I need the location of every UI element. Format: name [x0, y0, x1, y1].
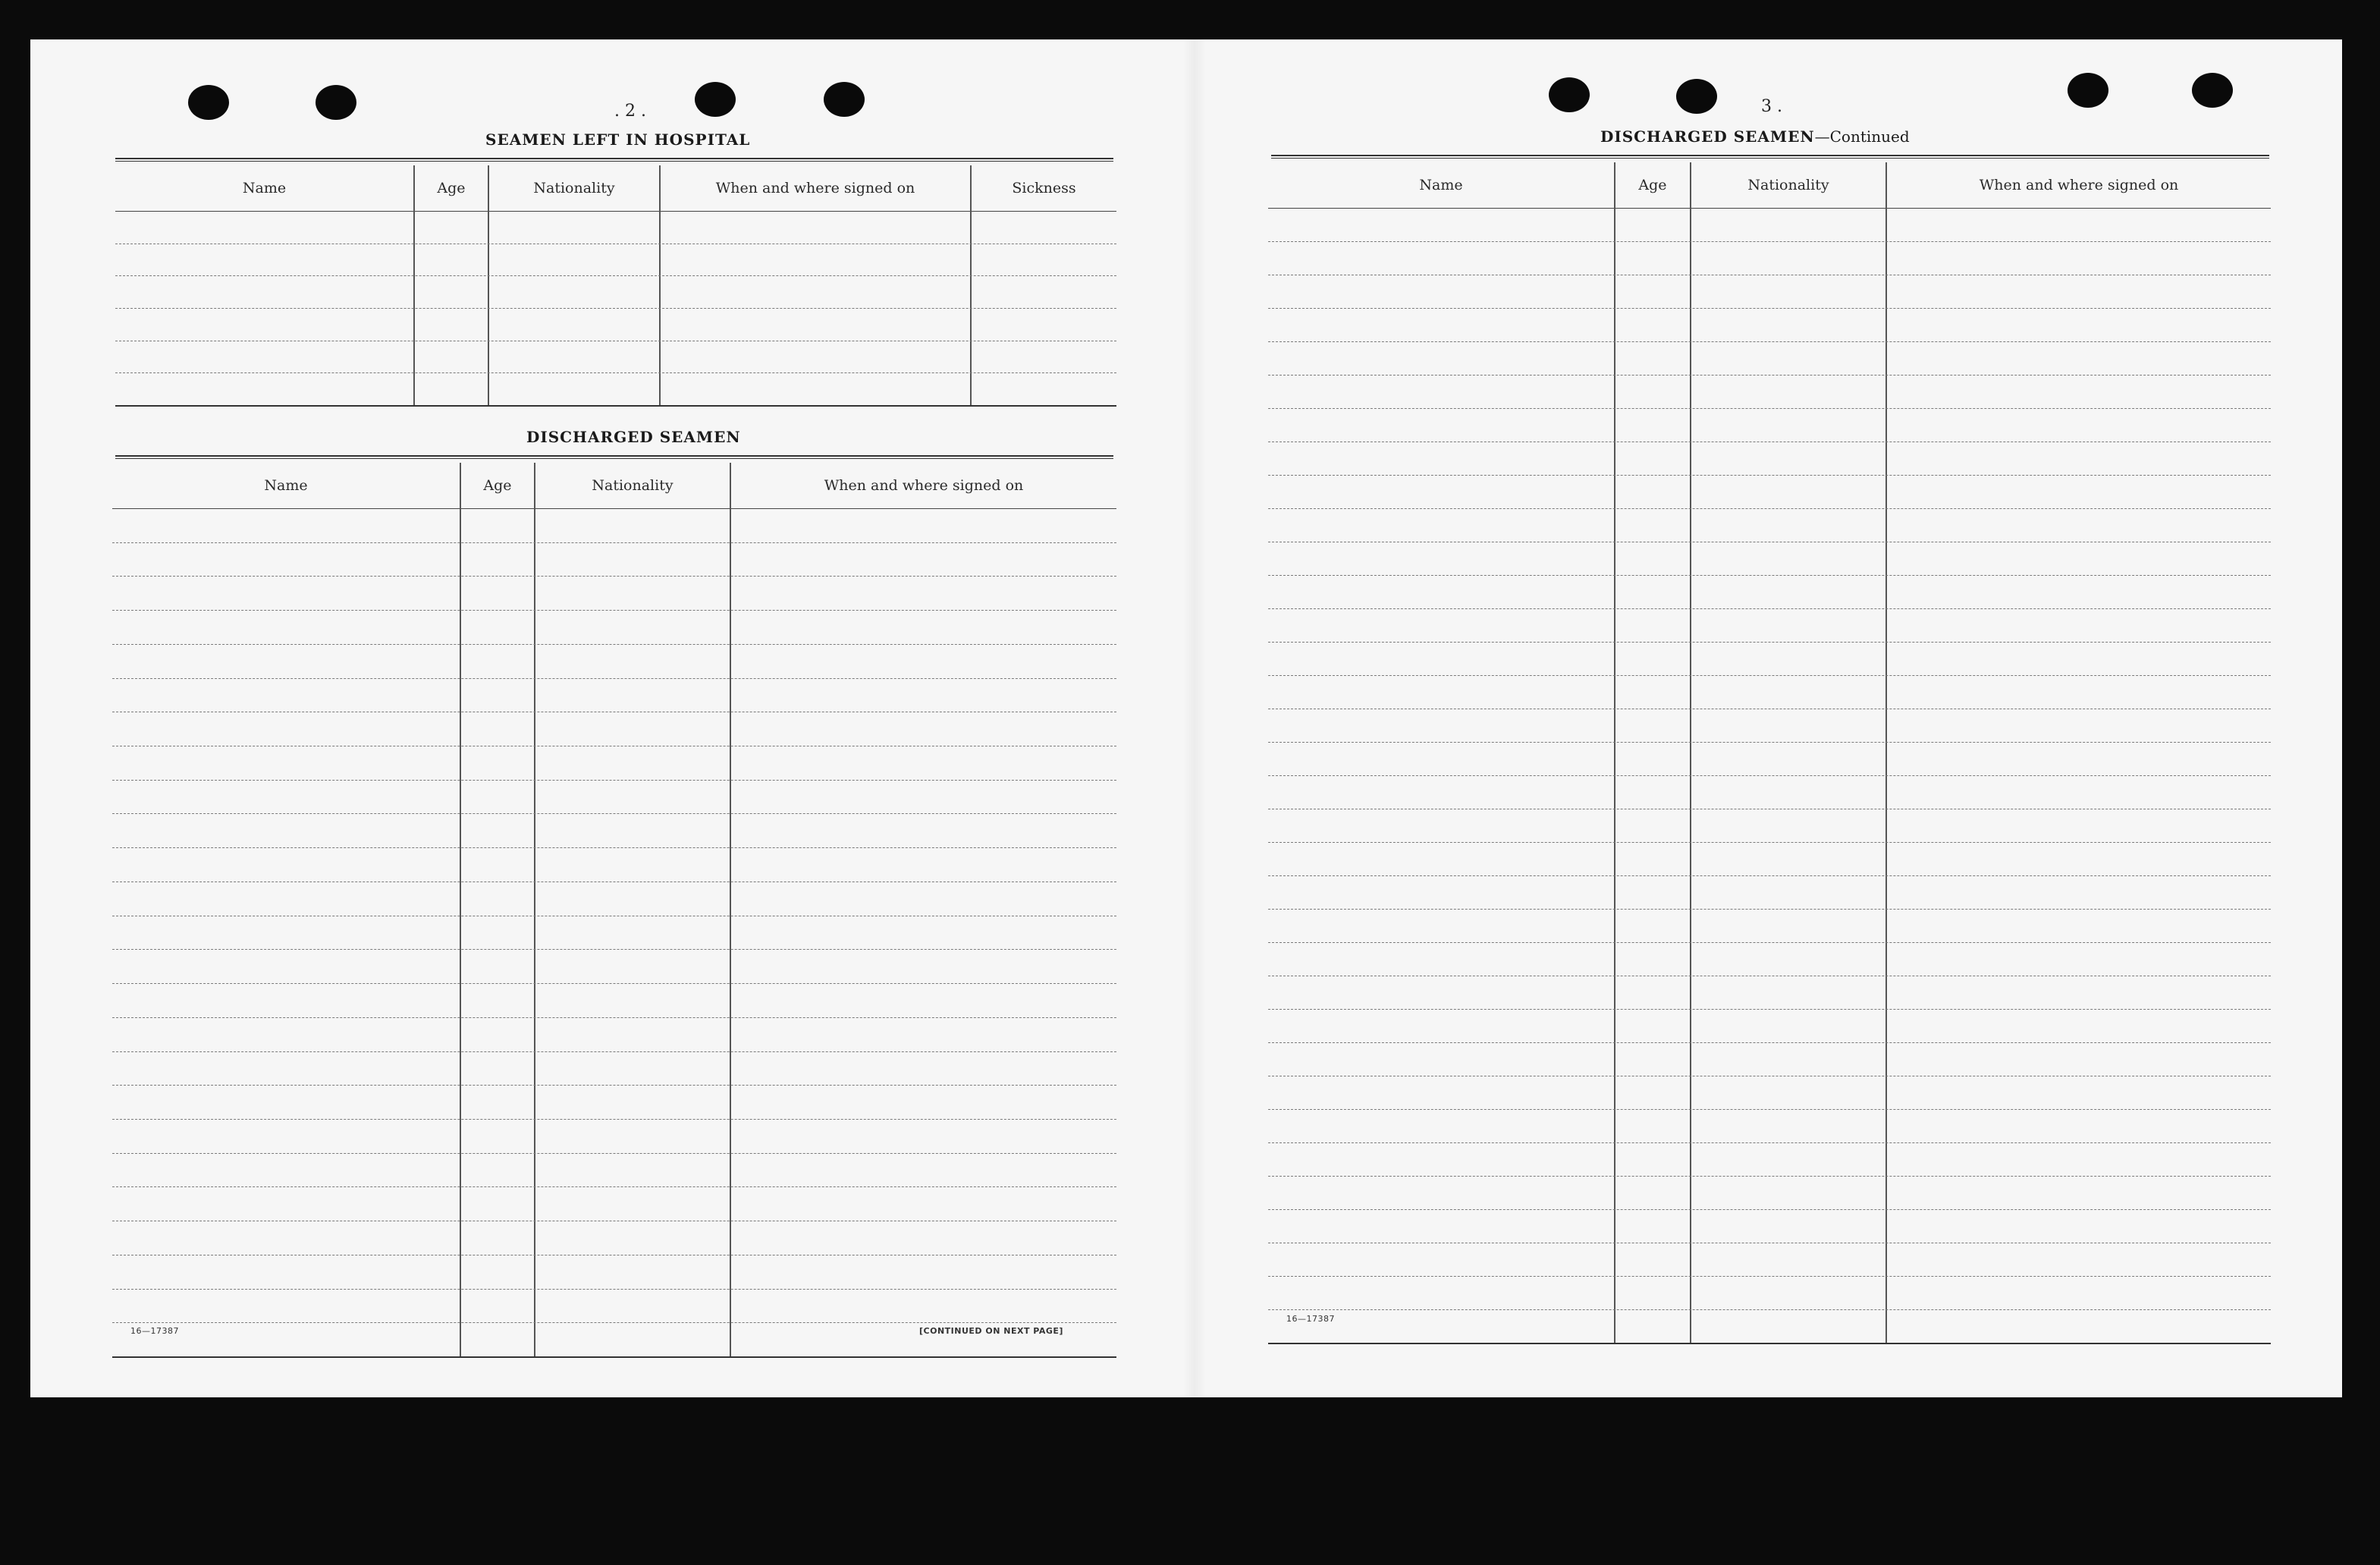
header-underline: [1268, 208, 2271, 209]
column-divider: [659, 165, 661, 405]
column-divider: [1690, 162, 1691, 1343]
ruled-row-line: [112, 780, 1116, 781]
column-header-signed-on: When and where signed on: [1979, 177, 2179, 193]
ruled-row-line: [1268, 241, 2271, 242]
column-divider: [1614, 162, 1615, 1343]
column-header-age: Age: [1638, 177, 1667, 193]
column-divider: [488, 165, 489, 405]
punch-hole: [2068, 73, 2108, 108]
ruled-row-line: [1268, 909, 2271, 910]
ruled-row-line: [1268, 508, 2271, 509]
ledger-sheet: [30, 39, 2342, 1397]
punch-hole: [188, 85, 229, 120]
column-header-signed-on: When and where signed on: [715, 180, 915, 196]
column-header-name: Name: [264, 477, 308, 494]
column-header-signed-on: When and where signed on: [824, 477, 1024, 494]
ruled-row-line: [1268, 1276, 2271, 1277]
ruled-row-line: [1268, 842, 2271, 843]
column-divider: [970, 165, 972, 405]
ruled-row-line: [1268, 608, 2271, 609]
ruled-row-line: [1268, 1109, 2271, 1110]
discharged-continued-title-main: DISCHARGED SEAMEN: [1600, 127, 1815, 146]
column-header-nationality: Nationality: [1747, 177, 1829, 193]
form-number-right: 16—17387: [1286, 1314, 1335, 1324]
ruled-row-line: [1268, 308, 2271, 309]
hospital-table: [115, 165, 1116, 407]
ruled-row-line: [1268, 1176, 2271, 1177]
column-header-nationality: Nationality: [533, 180, 615, 196]
ruled-row-line: [1268, 408, 2271, 409]
form-number-left: 16—17387: [130, 1326, 179, 1336]
ruled-row-line: [1268, 775, 2271, 776]
ruled-row-line: [112, 983, 1116, 984]
ruled-row-line: [112, 1322, 1116, 1323]
ruled-row-line: [112, 1186, 1116, 1187]
column-divider: [460, 463, 461, 1356]
ruled-row-line: [1268, 742, 2271, 743]
hospital-top-rule: [115, 158, 1113, 162]
ruled-row-line: [112, 881, 1116, 882]
ruled-row-line: [1268, 1309, 2271, 1310]
ruled-row-line: [112, 949, 1116, 950]
ruled-row-line: [115, 308, 1116, 309]
column-divider: [1885, 162, 1887, 1343]
discharged-section-title: DISCHARGED SEAMEN: [526, 428, 741, 446]
punch-hole: [695, 82, 736, 117]
ruled-row-line: [1268, 875, 2271, 876]
column-header-age: Age: [483, 477, 512, 494]
ruled-row-line: [1268, 1142, 2271, 1143]
punch-hole: [1676, 79, 1717, 114]
ruled-row-line: [1268, 575, 2271, 576]
ruled-row-line: [112, 847, 1116, 848]
punch-hole: [1549, 77, 1590, 112]
page-number-left: . 2 .: [614, 102, 646, 121]
ruled-row-line: [1268, 942, 2271, 943]
ruled-row-line: [112, 1051, 1116, 1052]
ruled-row-line: [112, 542, 1116, 543]
ruled-row-line: [112, 813, 1116, 814]
ruled-row-line: [1268, 1042, 2271, 1043]
discharged-table: [112, 463, 1116, 1358]
ruled-row-line: [1268, 1009, 2271, 1010]
ruled-row-line: [1268, 475, 2271, 476]
punch-hole: [316, 85, 356, 120]
ruled-row-line: [112, 678, 1116, 679]
discharged-continued-title-suffix: —Continued: [1814, 127, 1910, 146]
continued-top-rule: [1271, 155, 2269, 159]
ruled-row-line: [1268, 642, 2271, 643]
hospital-section-title: SEAMEN LEFT IN HOSPITAL: [485, 130, 751, 149]
ruled-row-line: [115, 275, 1116, 276]
discharged-continued-title: [1600, 127, 1910, 146]
column-header-name: Name: [242, 180, 287, 196]
ruled-row-line: [112, 610, 1116, 611]
page-number-right: 3 .: [1761, 97, 1782, 116]
column-divider: [730, 463, 731, 1356]
column-header-age: Age: [437, 180, 466, 196]
ruled-row-line: [112, 644, 1116, 645]
punch-hole: [2192, 73, 2233, 108]
ruled-row-line: [112, 1119, 1116, 1120]
ruled-row-line: [1268, 341, 2271, 342]
ruled-row-line: [1268, 1209, 2271, 1210]
column-header-name: Name: [1419, 177, 1463, 193]
column-header-sickness: Sickness: [1012, 180, 1076, 196]
ruled-row-line: [1268, 675, 2271, 676]
center-fold: [1183, 39, 1206, 1397]
column-divider: [534, 463, 535, 1356]
header-underline: [112, 508, 1116, 509]
continued-note: [CONTINUED ON NEXT PAGE]: [919, 1326, 1063, 1336]
header-underline: [115, 211, 1116, 212]
ruled-row-line: [112, 1289, 1116, 1290]
ruled-row-line: [112, 576, 1116, 577]
column-header-nationality: Nationality: [592, 477, 673, 494]
punch-hole: [824, 82, 865, 117]
ruled-row-line: [1268, 375, 2271, 376]
column-divider: [413, 165, 415, 405]
discharged-continued-table: [1268, 162, 2271, 1344]
ruled-row-line: [112, 1085, 1116, 1086]
discharged-top-rule: [115, 455, 1113, 459]
ruled-row-line: [115, 372, 1116, 373]
ruled-row-line: [112, 1153, 1116, 1154]
ruled-row-line: [112, 1017, 1116, 1018]
